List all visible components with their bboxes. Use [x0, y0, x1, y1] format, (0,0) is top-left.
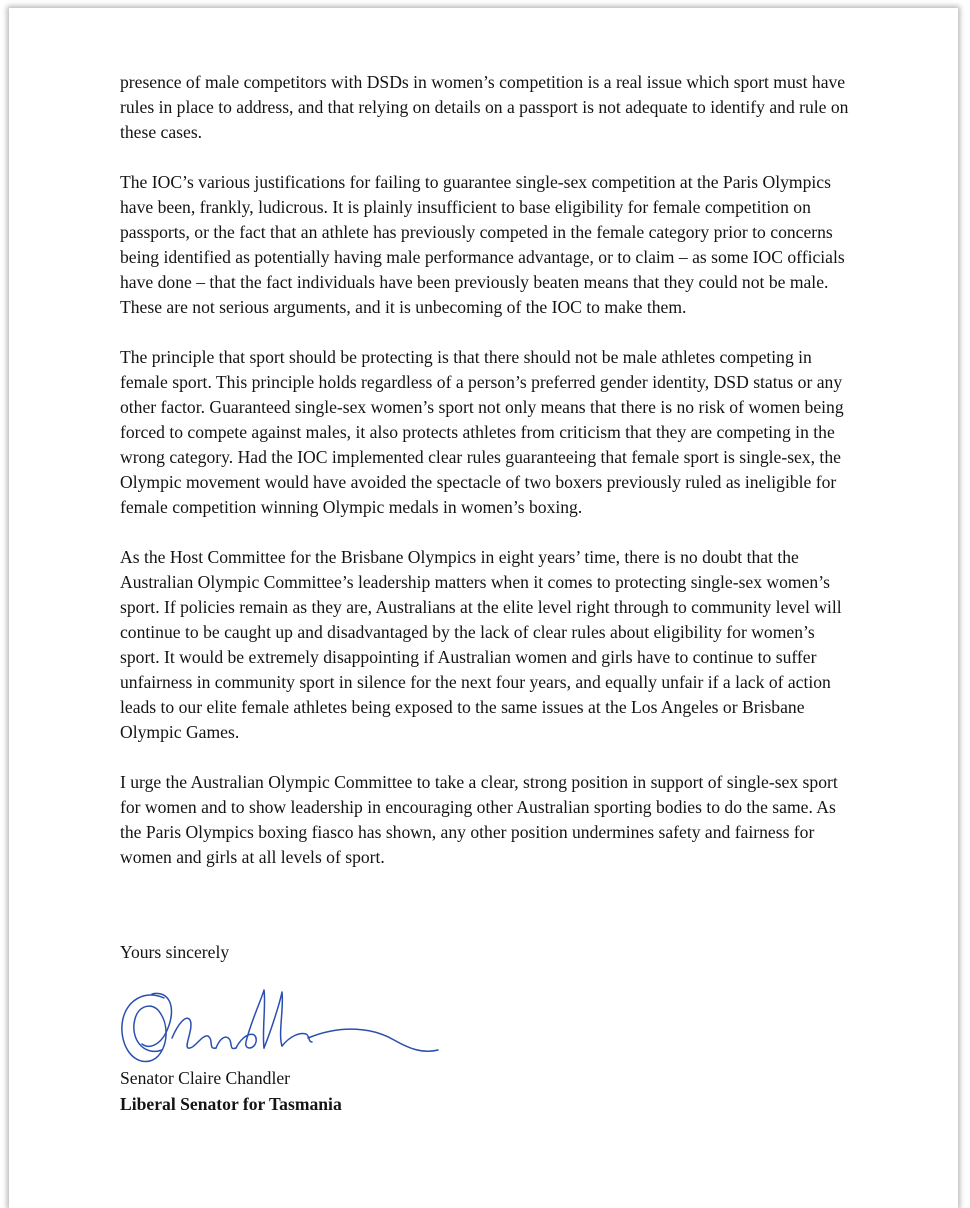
- paragraph-5: I urge the Australian Olympic Committee to take a clear, strong position in support of single-sex sport for women and to show leadership in encouraging other Australian sporting bodies to do the same. As the Paris Olympics boxing fiasco has shown, any other position undermines safety and fairness for women and girls at all levels of sport.: [120, 772, 838, 867]
- paragraph-2: The IOC’s various justifications for failing to guarantee single-sex competition at the Paris Olympics have been, frankly, ludicrous. It is plainly insufficient to base eligibility for female competition on passports, or the fact that an athlete has previously competed in the female category prior to concerns being identified as potentially having male performance advantage, or to claim – as some IOC officials have done – that the fact individuals have been previously beaten means that they could not be male. These are not serious arguments, and it is unbecoming of the IOC to make them.: [120, 172, 845, 317]
- sign-off: Yours sincerely: [120, 942, 230, 962]
- paragraph-3: The principle that sport should be protecting is that there should not be male athletes competing in female sport. This principle holds regardless of a person’s preferred gender identity, DSD status or any other factor. Guaranteed single-sex women’s sport not only means that there is no risk of women being forced to compete against males, it also protects athletes from criticism that they are competing in the wrong category. Had the IOC implemented clear rules guaranteeing that female sport is single-sex, the Olympic movement would have avoided the spectacle of two boxers previously ruled as ineligible for female competition winning Olympic medals in women’s boxing.: [120, 347, 844, 517]
- signatory-title: Liberal Senator for Tasmania: [120, 1094, 342, 1114]
- paragraph-4: As the Host Committee for the Brisbane Olympics in eight years’ time, there is no doubt that the Australian Olympic Committee’s leadership matters when it comes to protecting single-sex women’s sport. If policies remain as they are, Australians at the elite level right through to community level will continue to be caught up and disadvantaged by the lack of clear rules about eligibility for women’s sport. It would be extremely disappointing if Australian women and girls have to continue to suffer unfairness in community sport in silence for the next four years, and equally unfair if a lack of action leads to our elite female athletes being exposed to the same issues at the Los Angeles or Brisbane Olympic Games.: [120, 547, 842, 742]
- signatory-name: Senator Claire Chandler: [120, 1068, 291, 1088]
- paragraph-1: presence of male competitors with DSDs in women’s competition is a real issue which sport must have rules in place to address, and that relying on details on a passport is not adequate to identify and rule on these cases.: [120, 72, 849, 142]
- letter-body: [120, 70, 850, 870]
